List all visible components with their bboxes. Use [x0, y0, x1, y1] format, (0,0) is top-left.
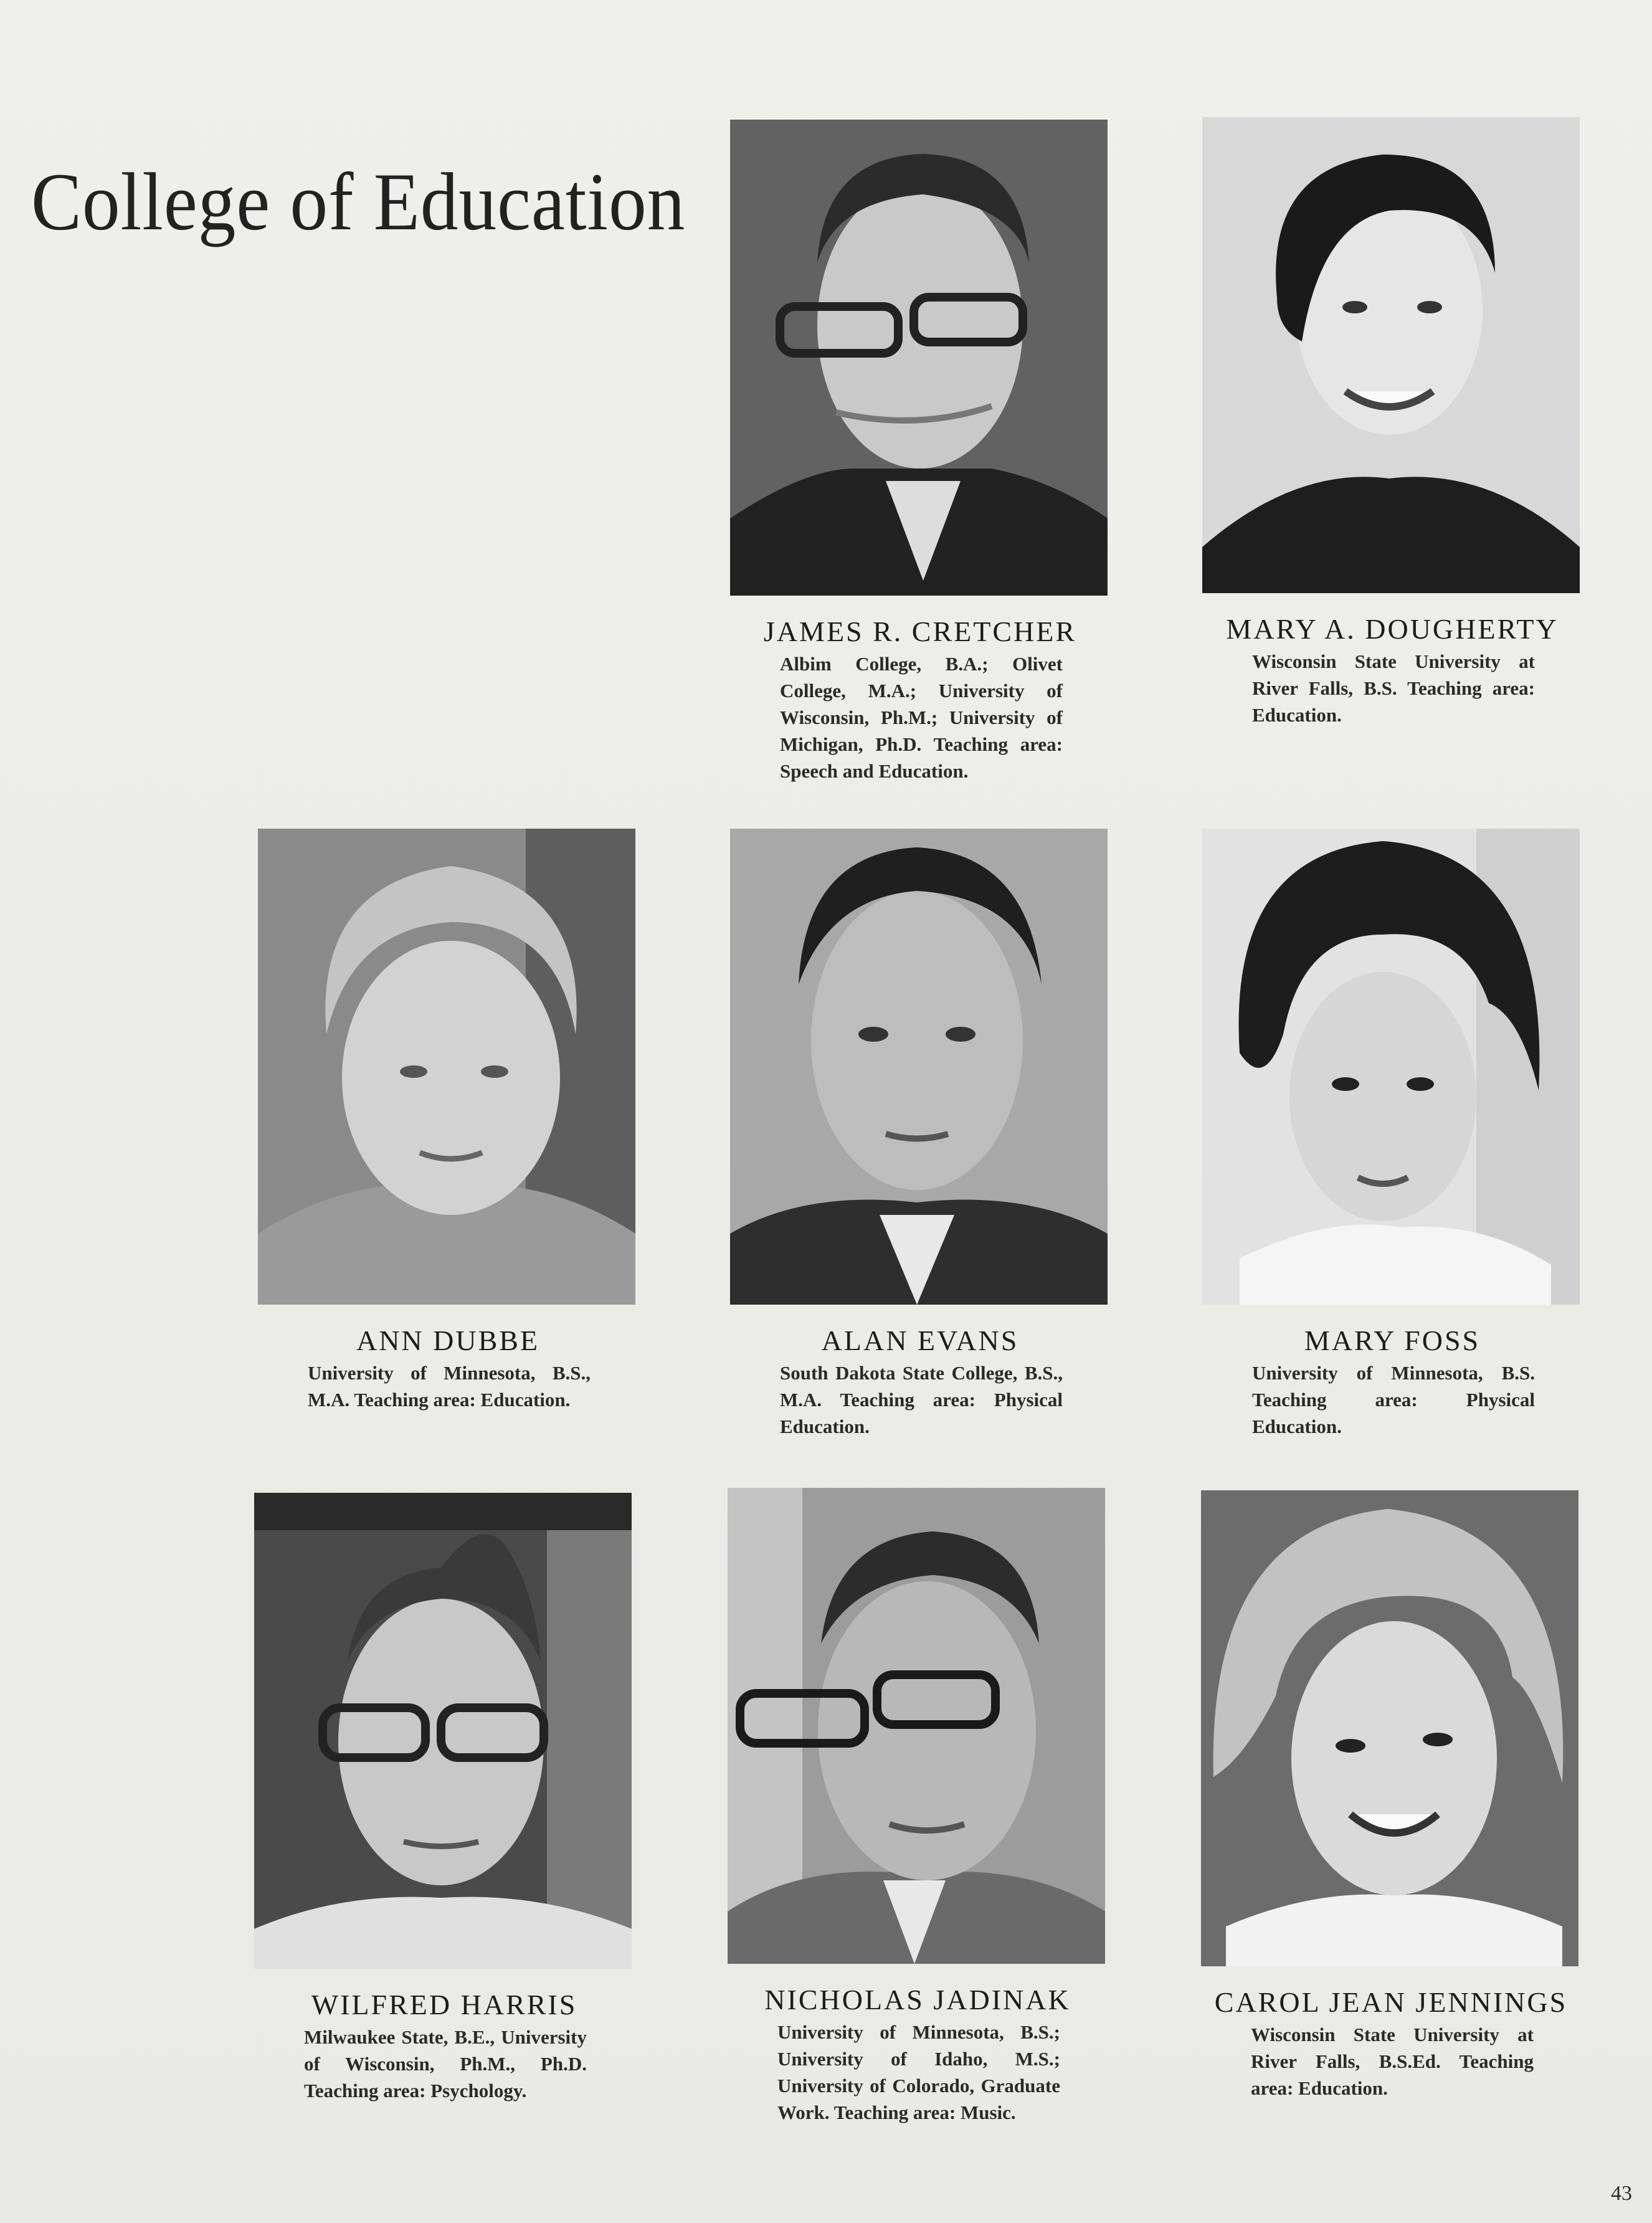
- page-number: 43: [1611, 2182, 1632, 2205]
- faculty-card: [728, 1488, 1108, 2126]
- faculty-bio: Milwaukee State, B.E., University of Wisconsin, Ph.M., Ph.D. Teaching area: Psychology.: [304, 2026, 587, 2102]
- faculty-name: NICHOLAS JADINAK: [764, 1984, 1071, 2016]
- faculty-portrait: [258, 829, 635, 1305]
- faculty-card: [730, 829, 1110, 1440]
- faculty-card: [1202, 117, 1582, 728]
- faculty-bio: University of Minnesota, B.S., M.A. Teaching area: Education.: [308, 1362, 591, 1411]
- faculty-name: MARY FOSS: [1304, 1325, 1481, 1356]
- faculty-card: [254, 1493, 634, 2104]
- faculty-portrait: [1201, 1490, 1578, 1966]
- page-title: College of Education: [31, 156, 686, 248]
- faculty-name: MARY A. DOUGHERTY: [1226, 613, 1559, 645]
- faculty-bio: University of Minnesota, B.S.; University of Idaho, M.S.; University of Colorado, Graduate Work. Teaching area: Music.: [777, 2021, 1060, 2123]
- faculty-name: WILFRED HARRIS: [311, 1989, 577, 2021]
- faculty-bio: South Dakota State College, B.S., M.A. Teaching area: Physical Education.: [780, 1362, 1063, 1437]
- faculty-name: ANN DUBBE: [356, 1325, 540, 1356]
- faculty-card: [1201, 1490, 1581, 2102]
- faculty-portrait: [730, 120, 1108, 596]
- faculty-name: CAROL JEAN JENNINGS: [1214, 1986, 1568, 2018]
- faculty-portrait: [254, 1493, 632, 1969]
- faculty-bio: Wisconsin State University at River Falls, B.S. Teaching area: Education.: [1252, 650, 1535, 726]
- faculty-bio: Albim College, B.A.; Olivet College, M.A.; University of Wisconsin, Ph.M.; University of Michigan, Ph.D. Teaching area: Speech and Education.: [780, 653, 1063, 782]
- faculty-card: [730, 120, 1110, 784]
- faculty-name: JAMES R. CRETCHER: [763, 616, 1077, 647]
- faculty-portrait: [730, 829, 1108, 1305]
- faculty-bio: University of Minnesota, B.S. Teaching area: Physical Education.: [1252, 1362, 1535, 1437]
- faculty-portrait: [728, 1488, 1105, 1964]
- faculty-name: ALAN EVANS: [821, 1325, 1019, 1356]
- faculty-card: [258, 829, 638, 1413]
- faculty-portrait: [1202, 829, 1580, 1305]
- faculty-portrait: [1202, 117, 1580, 593]
- faculty-bio: Wisconsin State University at River Falls, B.S.Ed. Teaching area: Education.: [1251, 2024, 1534, 2099]
- show-through-text: [691, 12, 1377, 118]
- faculty-card: [1202, 829, 1582, 1440]
